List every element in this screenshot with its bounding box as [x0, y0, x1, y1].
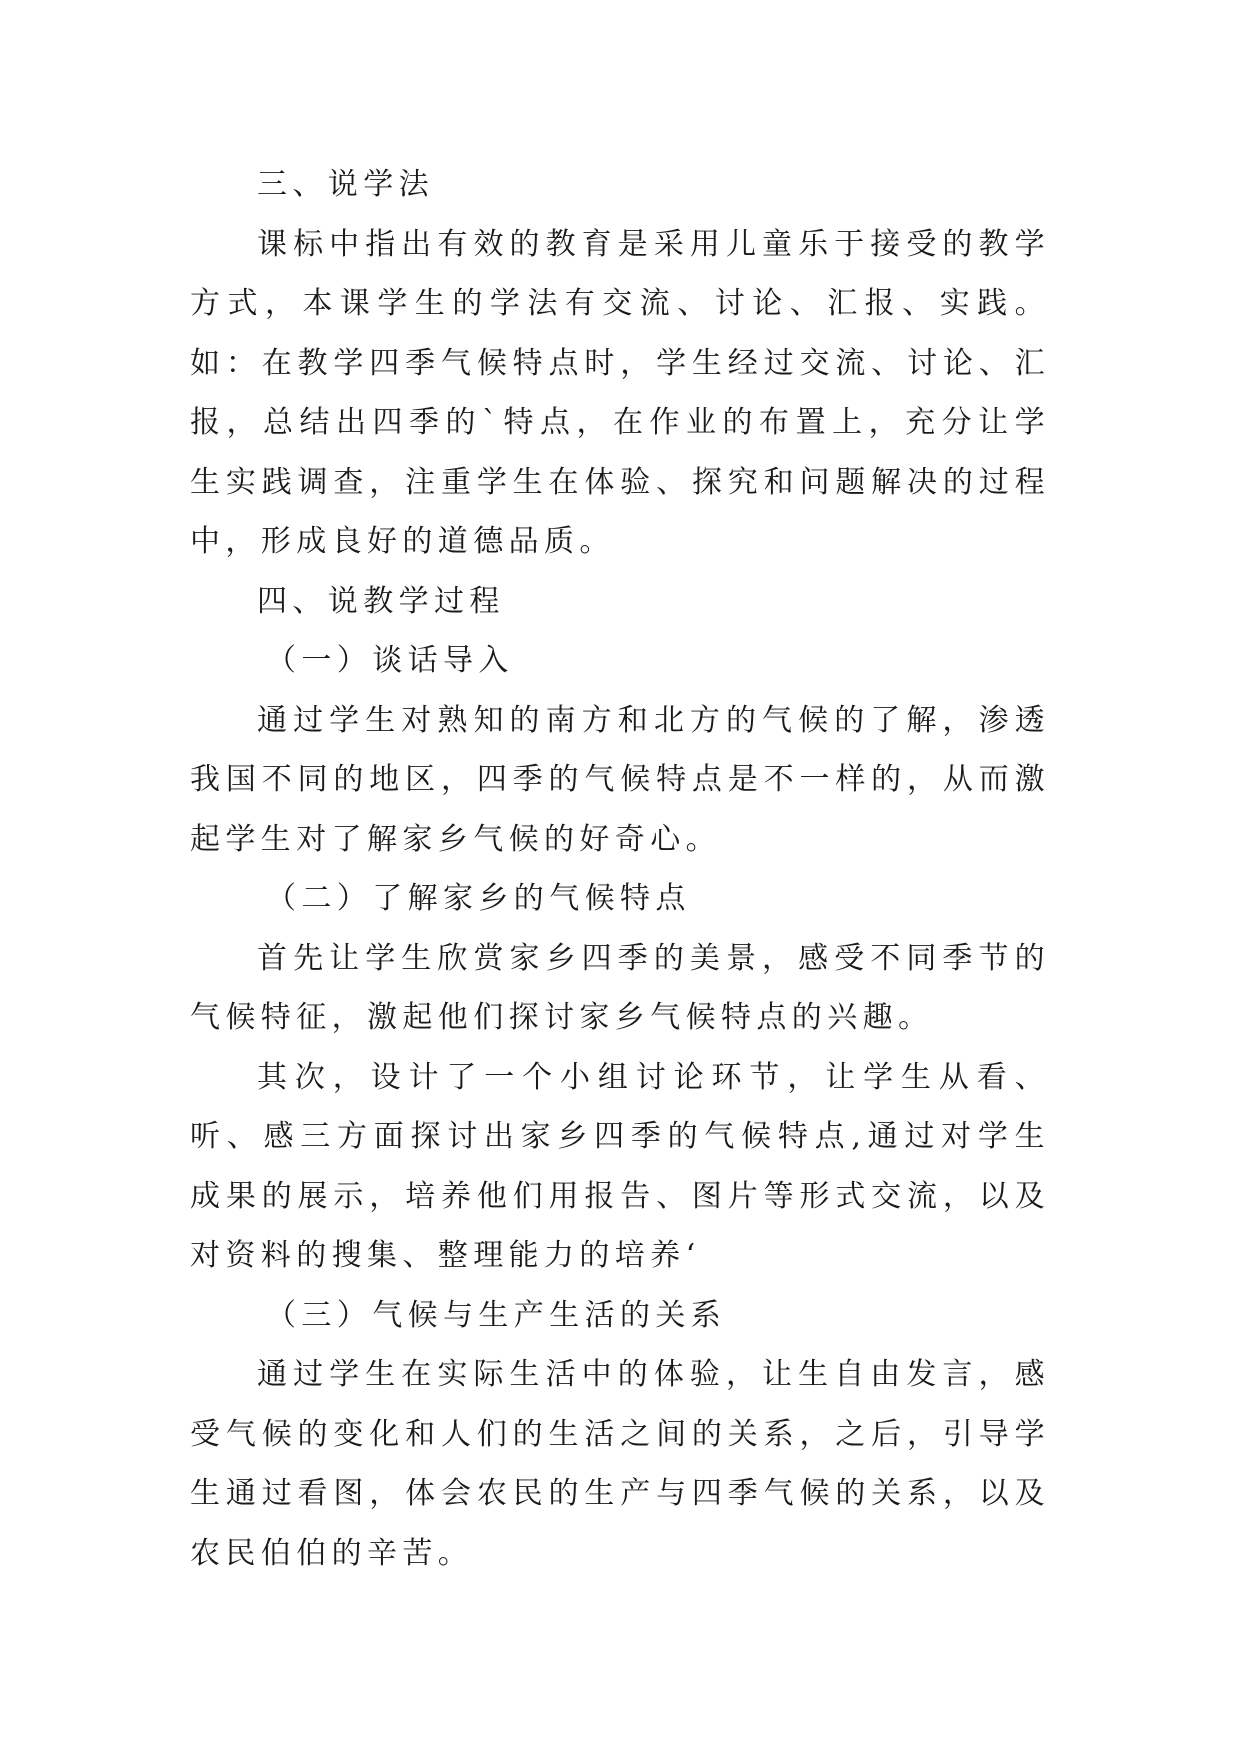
section-title: 三、说学法: [257, 167, 434, 202]
paragraph: 课标中指出有效的教育是采用儿童乐于接受的教学方式，本课学生的学法有交流、讨论、汇报、实践。如：在教学四季气候特点时，学生经过交流、讨论、汇报，总结出四季的`特点，在作业的布置上，充分让学生实践调查，注重学生在体验、探究和问题解决的过程中，形成良好的道德品质。: [190, 226, 1050, 559]
subsection-title: （一）谈话导入: [266, 643, 514, 678]
paragraph: 其次，设计了一个小组讨论环节，让学生从看、听、感三方面探讨出家乡四季的气候特点,通过对学生成果的展示，培养他们用报告、图片等形式交流，以及对资料的搜集、整理能力的培养‘: [190, 1059, 1050, 1273]
section-title: 四、说教学过程: [257, 583, 505, 619]
paragraph: 通过学生对熟知的南方和北方的气候的了解，渗透我国不同的地区，四季的气候特点是不一样的，从而激起学生对了解家乡气候的好奇心。: [190, 702, 1050, 857]
document-page: [190, 155, 1050, 1583]
subsection-title: （三）气候与生产生活的关系: [266, 1297, 727, 1333]
subsection-title: （二）了解家乡的气候特点: [266, 881, 691, 916]
paragraph: 首先让学生欣赏家乡四季的美景，感受不同季节的气候特征，激起他们探讨家乡气候特点的兴趣。: [190, 940, 1050, 1035]
paragraph: 通过学生在实际生活中的体验，让生自由发言，感受气候的变化和人们的生活之间的关系，之后，引导学生通过看图，体会农民的生产与四季气候的关系，以及农民伯伯的辛苦。: [190, 1357, 1050, 1571]
